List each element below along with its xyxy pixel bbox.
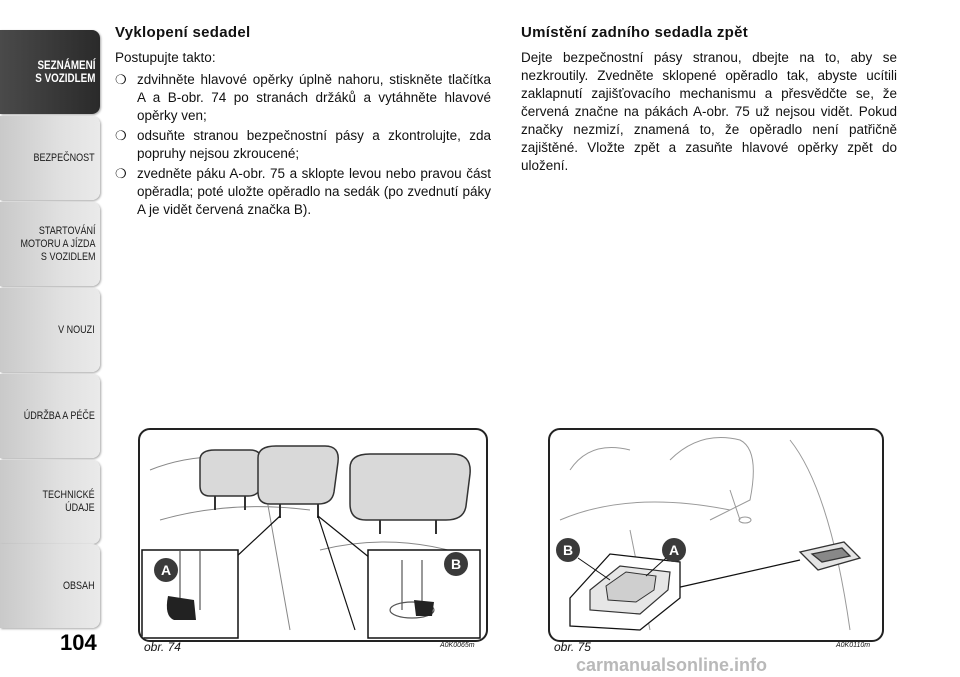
watermark: carmanualsonline.info	[576, 655, 768, 675]
tab-label: V NOUZI	[58, 323, 96, 336]
figure-75-seatback-lever	[548, 428, 884, 642]
tab-bezpecnost[interactable]	[0, 116, 100, 200]
tab-label: BEZPEČNOST	[33, 151, 96, 164]
tab-label: SEZNÁMENÍ S VOZIDLEM	[34, 58, 96, 85]
tab-label: TECHNICKÉ ÚDAJE	[42, 489, 96, 514]
list-item-text: zdvihněte hlavové opěrky úplně nahoru, stiskněte tlačítka A a B-obr. 74 po stranách držáků a vytáhněte hlavové opěrky ven;	[137, 72, 491, 123]
tab-seznameni-s-vozidlem[interactable]	[0, 30, 100, 114]
tab-obsah[interactable]	[0, 544, 100, 628]
chapter-sidebar	[0, 0, 104, 677]
label-a: A	[160, 562, 172, 578]
tab-technicke-udaje[interactable]	[0, 460, 100, 544]
tab-label: STARTOVÁNÍ MOTORU A JÍZDA S VOZIDLEM	[20, 224, 96, 263]
label-b: B	[450, 556, 462, 572]
label-b: B	[562, 542, 574, 558]
bullet-icon: ❍	[115, 166, 127, 181]
figure-75-code: A0K0110m	[836, 642, 871, 649]
bullet-icon: ❍	[115, 128, 127, 143]
section-body: Dejte bezpečnostní pásy stranou, dbejte na to, aby se nezkroutily. Zvedněte sklopené opěradlo tak, abyste ucítili zaklapnutí zajišťovacího mechanismu a přesvědčte se, že červená značne na pákách A-obr. 75 už nejsou vidět. Pokud značky nezmizí, znamená to, že opěradlo není patřičně zajištěné. Vložte zpět a zasuňte hlavové opěrky zpět do uložení.	[521, 50, 897, 173]
figure-74-caption: obr. 74	[144, 640, 181, 654]
seatback-illustration	[550, 430, 882, 640]
page-number: 104	[60, 630, 97, 655]
tab-label: ÚDRŽBA A PÉČE	[23, 409, 96, 422]
tab-udrzba-a-pece[interactable]	[0, 374, 100, 458]
list-item	[115, 165, 491, 219]
instruction-list	[115, 71, 491, 219]
tab-v-nouzi[interactable]	[0, 288, 100, 372]
figure-74-headrests	[138, 428, 488, 642]
label-a: A	[668, 542, 680, 558]
section-heading: Umístění zadního sedadla zpět	[521, 24, 749, 41]
list-item-text: zvedněte páku A-obr. 75 a sklopte levou nebo pravou část opěradla; poté uložte opěradlo na sedák (po zvednutí páky A je vidět červená značka B).	[137, 166, 491, 217]
bullet-icon: ❍	[115, 72, 127, 87]
headrest-illustration	[140, 430, 486, 640]
section-umisteni-zpet	[521, 24, 897, 175]
list-item-text: odsuňte stranou bezpečnostní pásy a zkontrolujte, zda popruhy nejsou zkroucené;	[137, 128, 491, 161]
list-item	[115, 127, 491, 163]
section-heading: Vyklopení sedadel	[115, 24, 251, 41]
figure-74-code: A0K0065m	[440, 642, 475, 649]
lever-inset	[570, 554, 680, 630]
tab-label: OBSAH	[63, 579, 96, 592]
intro-text: Postupujte takto:	[115, 50, 216, 65]
section-vyklopeni-sedadel	[115, 24, 491, 221]
figure-75-caption: obr. 75	[554, 640, 591, 654]
list-item	[115, 71, 491, 125]
tab-startovani[interactable]	[0, 202, 100, 286]
